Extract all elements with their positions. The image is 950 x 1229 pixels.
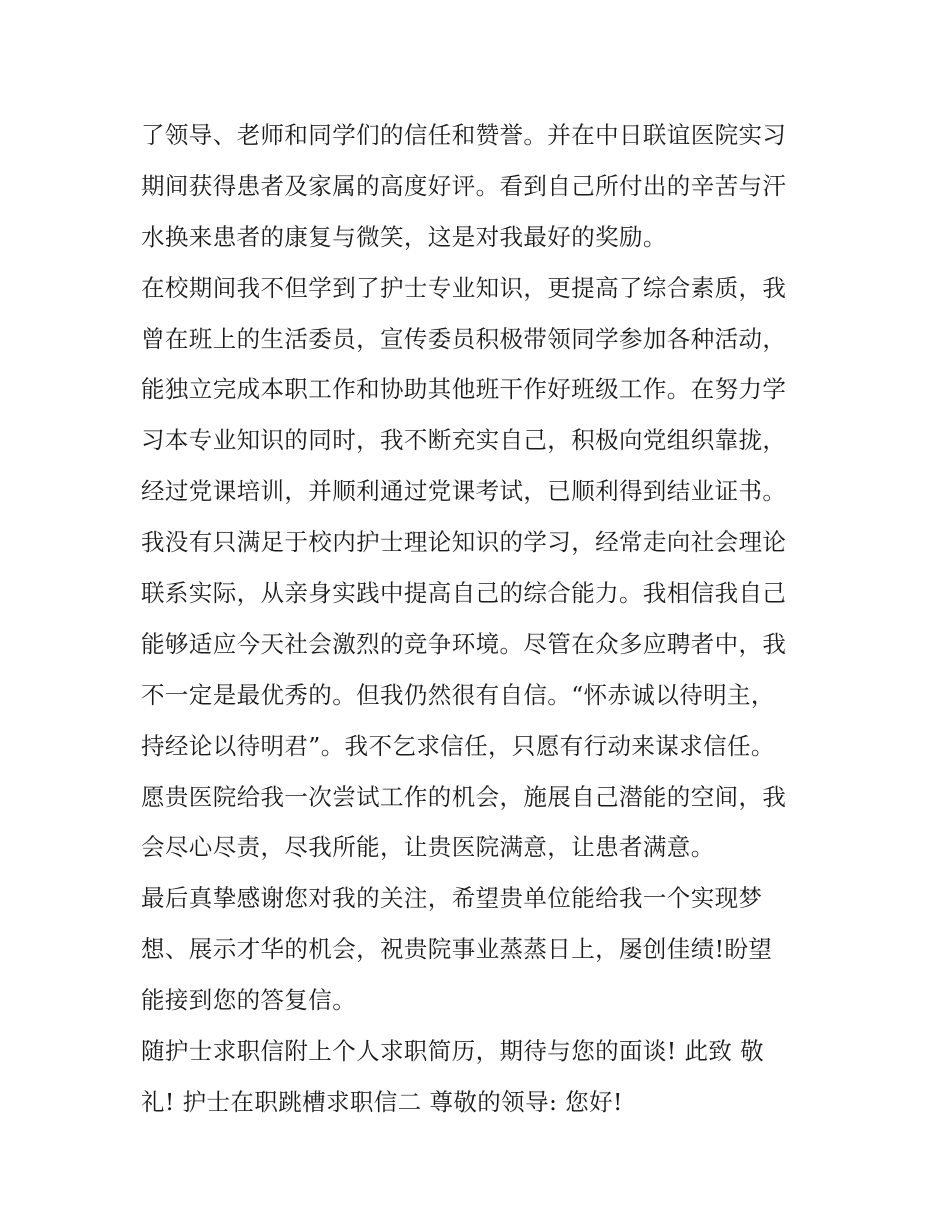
text-line: 随护士求职信附上个人求职简历，期待与您的面谈! 此致 敬	[141, 1037, 765, 1066]
text-line: 我没有只满足于校内护士理论知识的学习，经常走向社会理论	[141, 528, 787, 557]
text-line: 习本专业知识的同时，我不断充实自己，积极向党组织靠拢，	[141, 426, 787, 455]
text-line: 期间获得患者及家属的高度好评。看到自己所付出的辛苦与汗	[141, 171, 787, 200]
text-line: 最后真挚感谢您对我的关注，希望贵单位能给我一个实现梦	[141, 884, 763, 913]
text-line: 礼! 护士在职跳槽求职信二 尊敬的领导: 您好!	[141, 1087, 623, 1116]
text-line: 经过党课培训，并顺利通过党课考试，已顺利得到结业证书。	[141, 477, 787, 506]
text-line: 能独立完成本职工作和协助其他班干作好班级工作。在努力学	[141, 375, 787, 404]
text-line: 能接到您的答复信。	[141, 986, 357, 1015]
letter-body	[141, 110, 821, 1128]
text-line: 想、展示才华的机会，祝贵院事业蒸蒸日上，屡创佳绩!盼望	[141, 935, 773, 964]
text-line: 能够适应今天社会激烈的竞争环境。尽管在众多应聘者中，我	[141, 629, 787, 658]
text-line: 不一定是最优秀的。但我仍然很有自信。“怀赤诚以待明主，	[141, 680, 775, 709]
text-line: 持经论以待明君”。我不乞求信任，只愿有行动来谋求信任。	[141, 731, 775, 760]
text-line: 会尽心尽责，尽我所能，让贵医院满意，让患者满意。	[141, 833, 715, 862]
text-line: 联系实际，从亲身实践中提高自己的综合能力。我相信我自己	[141, 579, 787, 608]
text-line: 在校期间我不但学到了护士专业知识，更提高了综合素质，我	[141, 273, 787, 302]
text-line: 曾在班上的生活委员，宣传委员积极带领同学参加各种活动，	[141, 324, 787, 353]
text-line: 水换来患者的康复与微笑，这是对我最好的奖励。	[141, 222, 667, 251]
text-line: 了领导、老师和同学们的信任和赞誉。并在中日联谊医院实习	[141, 121, 787, 149]
text-line: 愿贵医院给我一次尝试工作的机会，施展自己潜能的空间，我	[141, 782, 787, 811]
